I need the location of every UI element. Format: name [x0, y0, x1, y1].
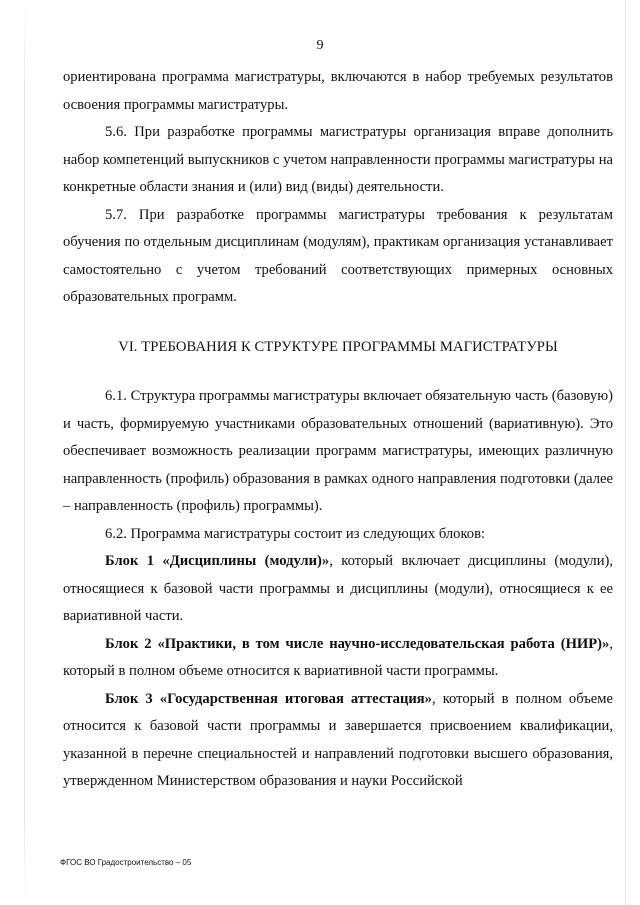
block-3-title: Блок 3 «Государственная итоговая аттестация»: [105, 690, 432, 707]
block-3-text: , который в полном объеме относится к базовой части программы и завершается присвоением квалификации, указанной в перечне специальностей и направлений подготовки высшего образования, утвержденном Министерством образования и науки Российской: [63, 690, 613, 789]
scan-edge-left: [24, 0, 25, 905]
document-body: [63, 64, 613, 796]
paragraph-block-3: [63, 686, 613, 796]
page-footer: ФГОС ВО Градостроительство – 05: [60, 858, 192, 867]
scan-edge-right: [625, 0, 626, 905]
block-2-text: , который в полном объеме относится к вариативной части программы.: [63, 635, 613, 679]
paragraph-6-1: 6.1. Структура программы магистратуры включает обязательную часть (базовую) и часть, формируемую участниками образовательных отношений (вариативную). Это обеспечивает возможность реализации программ магистратуры, имеющих различную направленность (профиль) образования в рамках одного направления подготовки (далее – направленность (профиль) программы).: [63, 388, 613, 514]
paragraph-5-7: 5.7. При разработке программы магистратуры требования к результатам обучения по отдельным дисциплинам (модулям), практикам организация устанавливает самостоятельно с учетом требований соответствующих примерных основных образовательных программ.: [63, 206, 613, 305]
paragraph-5-6: 5.6. При разработке программы магистратуры организация вправе дополнить набор компетенций выпускников с учетом направленности программы магистратуры на конкретные области знания и (или) вид (виды) деятельности.: [63, 124, 613, 195]
paragraph-continuation: ориентирована программа магистратуры, включаются в набор требуемых результатов освоения программы магистратуры.: [63, 69, 613, 113]
page-number: 9: [316, 38, 324, 53]
block-1-title: Блок 1 «Дисциплины (модули)»: [105, 553, 330, 569]
section-heading: VI. ТРЕБОВАНИЯ К СТРУКТУРЕ ПРОГРАММЫ МАГИСТРАТУРЫ: [118, 338, 558, 355]
paragraph-6-2: 6.2. Программа магистратуры состоит из следующих блоков:: [105, 525, 486, 542]
block-2-title: Блок 2 «Практики, в том числе научно-исследовательская работа (НИР)»: [105, 635, 610, 652]
paragraph-block-1: [63, 548, 613, 631]
paragraph-block-2: [63, 631, 613, 686]
block-1-text: , который включает дисциплины (модули), относящиеся к базовой части программы и дисциплины (модули), относящиеся к ее вариативной части.: [63, 553, 614, 624]
